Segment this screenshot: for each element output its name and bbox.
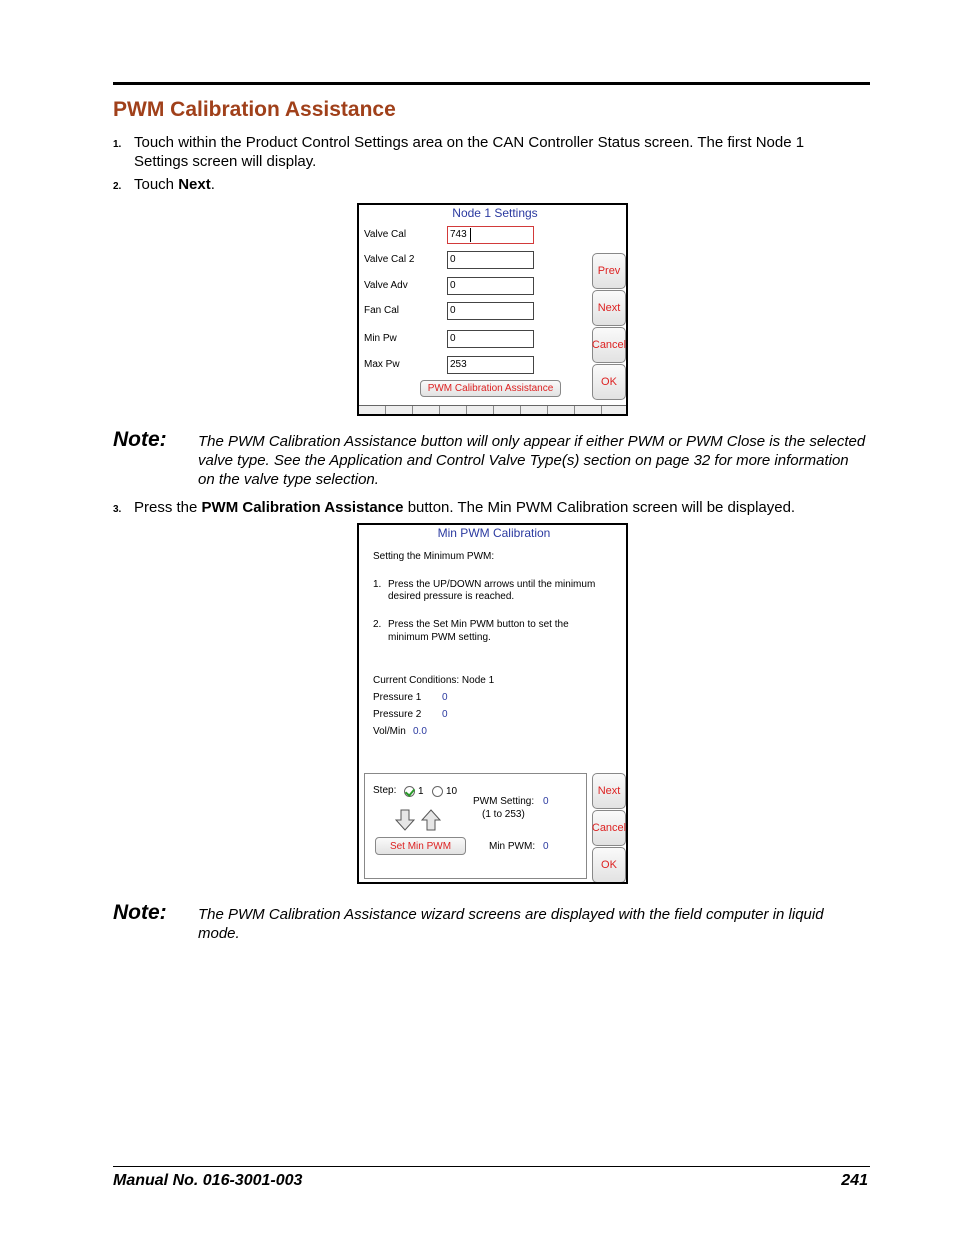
page-number: 241 [841, 1172, 868, 1189]
cancel-button[interactable]: Cancel [592, 327, 626, 363]
pressure-1-value: 0 [442, 692, 448, 703]
step-text: Touch Next. [134, 176, 215, 193]
keyboard-key[interactable] [494, 406, 521, 416]
min-pwm-calibration-screen [357, 523, 628, 884]
set-min-pwm-button[interactable]: Set Min PWM [375, 837, 466, 855]
note-label: Note: [113, 901, 167, 924]
min-pwm-label: Min PWM: [489, 841, 536, 852]
max-pw-field[interactable]: 253 [447, 356, 534, 374]
note-text: The PWM Calibration Assistance wizard screens are displayed with the field computer in liquid mode. [198, 906, 824, 942]
node-settings-screen [357, 203, 628, 416]
down-arrow-icon[interactable] [395, 809, 415, 831]
keyboard-key[interactable] [440, 406, 467, 416]
keyboard-key[interactable] [548, 406, 575, 416]
footer-rule [113, 1166, 870, 1167]
pwm-setting-value: 0 [543, 796, 549, 807]
cancel-button[interactable]: Cancel [592, 810, 626, 846]
step-label: Step: [373, 785, 397, 796]
screen-title: Node 1 Settings [452, 206, 538, 220]
pwm-setting-label: PWM Setting: [473, 796, 535, 807]
screen-title: Min PWM Calibration [437, 526, 551, 540]
pressure-2-value: 0 [442, 709, 448, 720]
next-button[interactable]: Next [592, 773, 626, 809]
step-emphasis: Next [178, 176, 211, 193]
keyboard-row [359, 405, 628, 416]
valve-adv-field[interactable]: 0 [447, 277, 534, 295]
instruction-text: desired pressure is reached. [388, 591, 515, 602]
valve-cal-2-field[interactable]: 0 [447, 251, 534, 269]
instructions-heading: Setting the Minimum PWM: [373, 551, 495, 562]
step-1 [113, 133, 854, 171]
field-label: Min Pw [364, 333, 397, 344]
manual-number: Manual No. 016-3001-003 [113, 1172, 303, 1189]
valve-cal-field[interactable]: 743 [447, 226, 534, 244]
min-pwm-value: 0 [543, 841, 549, 852]
step-10-radio[interactable] [432, 786, 443, 797]
step-number: 3. [113, 504, 122, 515]
prev-button[interactable]: Prev [592, 253, 626, 289]
step-emphasis: PWM Calibration Assistance [201, 499, 404, 516]
keyboard-key[interactable] [521, 406, 548, 416]
vol-min-label: Vol/Min [373, 726, 406, 737]
field-label: Valve Cal [364, 229, 407, 240]
next-button[interactable]: Next [592, 290, 626, 326]
keyboard-key[interactable] [386, 406, 413, 416]
ok-button[interactable]: OK [592, 847, 626, 883]
pwm-range: (1 to 253) [482, 809, 525, 820]
note-text: The PWM Calibration Assistance button will only appear if either PWM or PWM Close is the selected valve type. See the Application and Control Valve Type(s) section on page 32 for more information on the valve type selection. [198, 433, 866, 488]
pressure-2-label: Pressure 2 [373, 709, 422, 720]
note-1 [113, 428, 870, 489]
ok-button[interactable]: OK [592, 364, 626, 400]
instruction-text: minimum PWM setting. [388, 632, 491, 643]
field-label: Valve Adv [364, 280, 408, 291]
step-number: 2. [113, 181, 122, 192]
section-title: PWM Calibration Assistance [113, 98, 396, 121]
instruction-text: Press the UP/DOWN arrows until the minimum [388, 579, 596, 590]
step-text: Press the PWM Calibration Assistance button. The Min PWM Calibration screen will be displayed. [134, 499, 796, 516]
vol-min-value: 0.0 [413, 726, 427, 737]
keyboard-key[interactable] [359, 406, 386, 416]
keyboard-key[interactable] [602, 406, 628, 416]
instruction-number: 2. [373, 619, 382, 630]
step-option-label: 1 [418, 786, 424, 797]
instruction-text: Press the Set Min PWM button to set the [388, 619, 569, 630]
field-label: Fan Cal [364, 305, 400, 316]
step-text: Touch within the Product Control Settings area on the CAN Controller Status screen. The first Node 1 Settings screen will display. [134, 134, 805, 170]
step-1-radio[interactable] [404, 786, 415, 797]
keyboard-key[interactable] [575, 406, 602, 416]
keyboard-key[interactable] [467, 406, 494, 416]
step-3 [113, 498, 854, 517]
fan-cal-field[interactable]: 0 [447, 302, 534, 320]
field-label: Max Pw [364, 359, 400, 370]
step-2 [113, 175, 854, 194]
step-number: 1. [113, 139, 122, 150]
pressure-1-label: Pressure 1 [373, 692, 422, 703]
min-pw-field[interactable]: 0 [447, 330, 534, 348]
instruction-number: 1. [373, 579, 382, 590]
keyboard-key[interactable] [413, 406, 440, 416]
field-label: Valve Cal 2 [364, 254, 415, 265]
note-label: Note: [113, 428, 167, 451]
pwm-adjust-panel [364, 773, 587, 879]
current-conditions-label: Current Conditions: Node 1 [373, 675, 495, 686]
up-arrow-icon[interactable] [421, 809, 441, 831]
pwm-calibration-assistance-button[interactable]: PWM Calibration Assistance [420, 380, 561, 397]
step-option-label: 10 [446, 786, 458, 797]
top-rule [113, 82, 870, 85]
note-2 [113, 901, 870, 943]
